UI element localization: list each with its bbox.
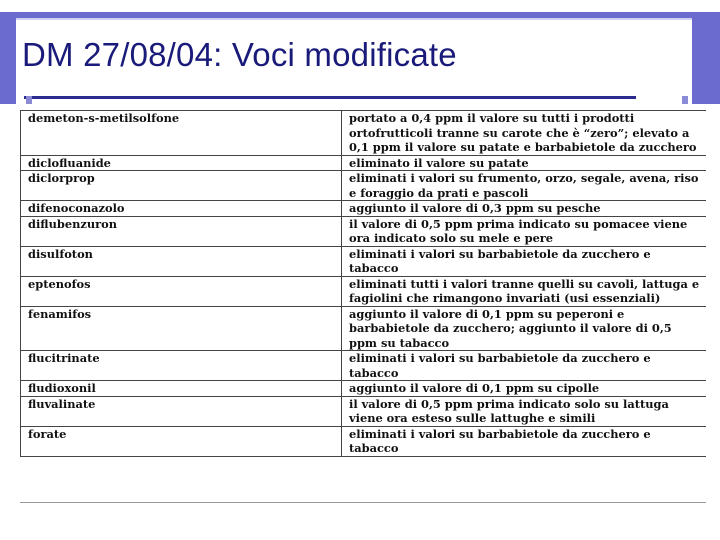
table-body (21, 111, 707, 457)
change-cell: eliminati i valori su barbabietole da zucchero e tabacco (342, 351, 707, 381)
table-row (21, 351, 707, 381)
change-cell: il valore di 0,5 ppm prima indicato su pomacee viene ora indicato solo su mele e pere (342, 216, 707, 246)
table-row (21, 155, 707, 171)
change-cell: eliminato il valore su patate (342, 155, 707, 171)
substance-cell: fluvalinate (21, 396, 342, 426)
table-row (21, 216, 707, 246)
change-cell: eliminati i valori su frumento, orzo, segale, avena, riso e foraggio da prati e pascoli (342, 171, 707, 201)
table-row (21, 276, 707, 306)
substance-cell: diflubenzuron (21, 216, 342, 246)
substance-cell: difenoconazolo (21, 201, 342, 217)
change-cell: eliminati i valori su barbabietole da zucchero e tabacco (342, 426, 707, 456)
table-row (21, 396, 707, 426)
table-row (21, 201, 707, 217)
substance-cell: fenamifos (21, 306, 342, 351)
change-cell: eliminati tutti i valori tranne quelli su cavoli, lattuga e fagiolini che rimangono invariati (usi essenziali) (342, 276, 707, 306)
change-cell: aggiunto il valore di 0,3 ppm su pesche (342, 201, 707, 217)
table-row (21, 306, 707, 351)
substance-cell: demeton-s-metilsolfone (21, 111, 342, 156)
decorative-dot-left (26, 96, 32, 104)
substance-cell: diclofluanide (21, 155, 342, 171)
slide-title: DM 27/08/04: Voci modificate (22, 36, 457, 73)
mrl-changes-table (20, 110, 706, 502)
table-row (21, 426, 707, 456)
decorative-dot-right (682, 96, 688, 104)
change-cell: portato a 0,4 ppm il valore su tutti i prodotti ortofrutticoli tranne su carote che è “zero”; elevato a 0,1 ppm il valore su patate e barbabietole da zucchero (342, 111, 707, 156)
substance-cell: disulfoton (21, 246, 342, 276)
substance-cell: fludioxonil (21, 381, 342, 397)
table-bottom-rule (20, 502, 706, 503)
change-cell: il valore di 0,5 ppm prima indicato solo su lattuga viene ora esteso sulle lattughe e simili (342, 396, 707, 426)
table-row (21, 246, 707, 276)
table-row (21, 171, 707, 201)
substance-cell: eptenofos (21, 276, 342, 306)
substance-cell: diclorprop (21, 171, 342, 201)
change-cell: aggiunto il valore di 0,1 ppm su peperoni e barbabietole da zucchero; aggiunto il valore di 0,5 ppm su tabacco (342, 306, 707, 351)
title-underline (24, 96, 636, 99)
change-cell: eliminati i valori su barbabietole da zucchero e tabacco (342, 246, 707, 276)
table-row (21, 111, 707, 156)
change-cell: aggiunto il valore di 0,1 ppm su cipolle (342, 381, 707, 397)
substance-cell: forate (21, 426, 342, 456)
table-row (21, 381, 707, 397)
substance-cell: flucitrinate (21, 351, 342, 381)
